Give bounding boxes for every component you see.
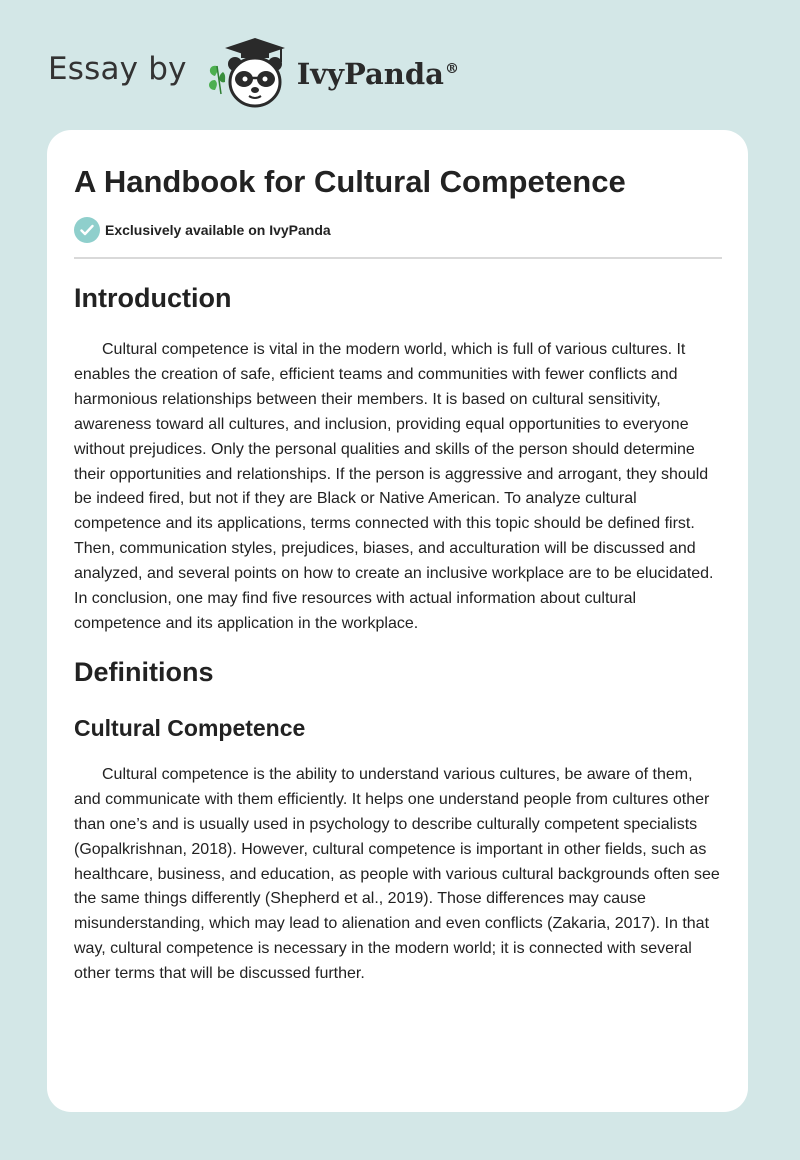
introduction-paragraph: Cultural competence is vital in the modern world, which is full of various cultures. It enables the creation of safe, efficient teams and communities with fewer conflicts and harmonious relationships between their members. It is based on cultural sensitivity, awareness toward all cultures, and inclusion, providing equal opportunities to everyone without prejudices. Only the personal qualities and skills of the person should determine their opportunities and relationships. If the person is aggressive and arrogant, they should be indeed fired, but not if they are Black or Native American. To analyze cultural competence and its applications, terms connected with this topic should be defined first. Then, communication styles, prejudices, biases, and acculturation will be discussed and analyzed, and several points on how to create an inclusive workplace are to be elucidated. In conclusion, one may find five resources with actual information about cultural competence and its application in the workplace. bbox=[74, 341, 714, 632]
panda-graduate-icon[interactable] bbox=[203, 36, 295, 110]
title-divider bbox=[74, 257, 722, 259]
section-heading-definitions: Definitions bbox=[74, 656, 214, 687]
essay-by-label: Essay by bbox=[48, 51, 187, 87]
exclusive-badge-label: Exclusively available on IvyPanda bbox=[105, 222, 331, 238]
cultural-competence-paragraph: Cultural competence is the ability to understand various cultures, be aware of them, and communicate with them efficiently. It helps one understand people from cultures other than one’s and is usually used in psychology to describe culturally competent specialists (Gopalkrishnan, 2018). However, cultural competence is important in other fields, such as healthcare, business, and education, as people with various cultural backgrounds often see the same things differently (Shepherd et al., 2019). Those differences may cause misunderstanding, which may lead to alienation and even conflicts (Zakaria, 2017). In that way, cultural competence is necessary in the modern world; it is connected with several other terms that will be discussed further. bbox=[74, 765, 720, 983]
check-circle-icon bbox=[74, 217, 100, 243]
exclusive-badge bbox=[74, 216, 722, 244]
ivy-leaf-icon bbox=[209, 66, 225, 94]
subheading-cultural-competence: Cultural Competence bbox=[74, 714, 306, 741]
article-title: A Handbook for Cultural Competence bbox=[74, 164, 626, 199]
section-heading-introduction: Introduction bbox=[74, 283, 232, 313]
article-card bbox=[47, 130, 748, 1112]
registered-mark: ® bbox=[444, 61, 459, 78]
brand-name[interactable] bbox=[297, 57, 459, 91]
brand-text: IvyPanda bbox=[296, 57, 444, 91]
site-header bbox=[48, 36, 508, 110]
